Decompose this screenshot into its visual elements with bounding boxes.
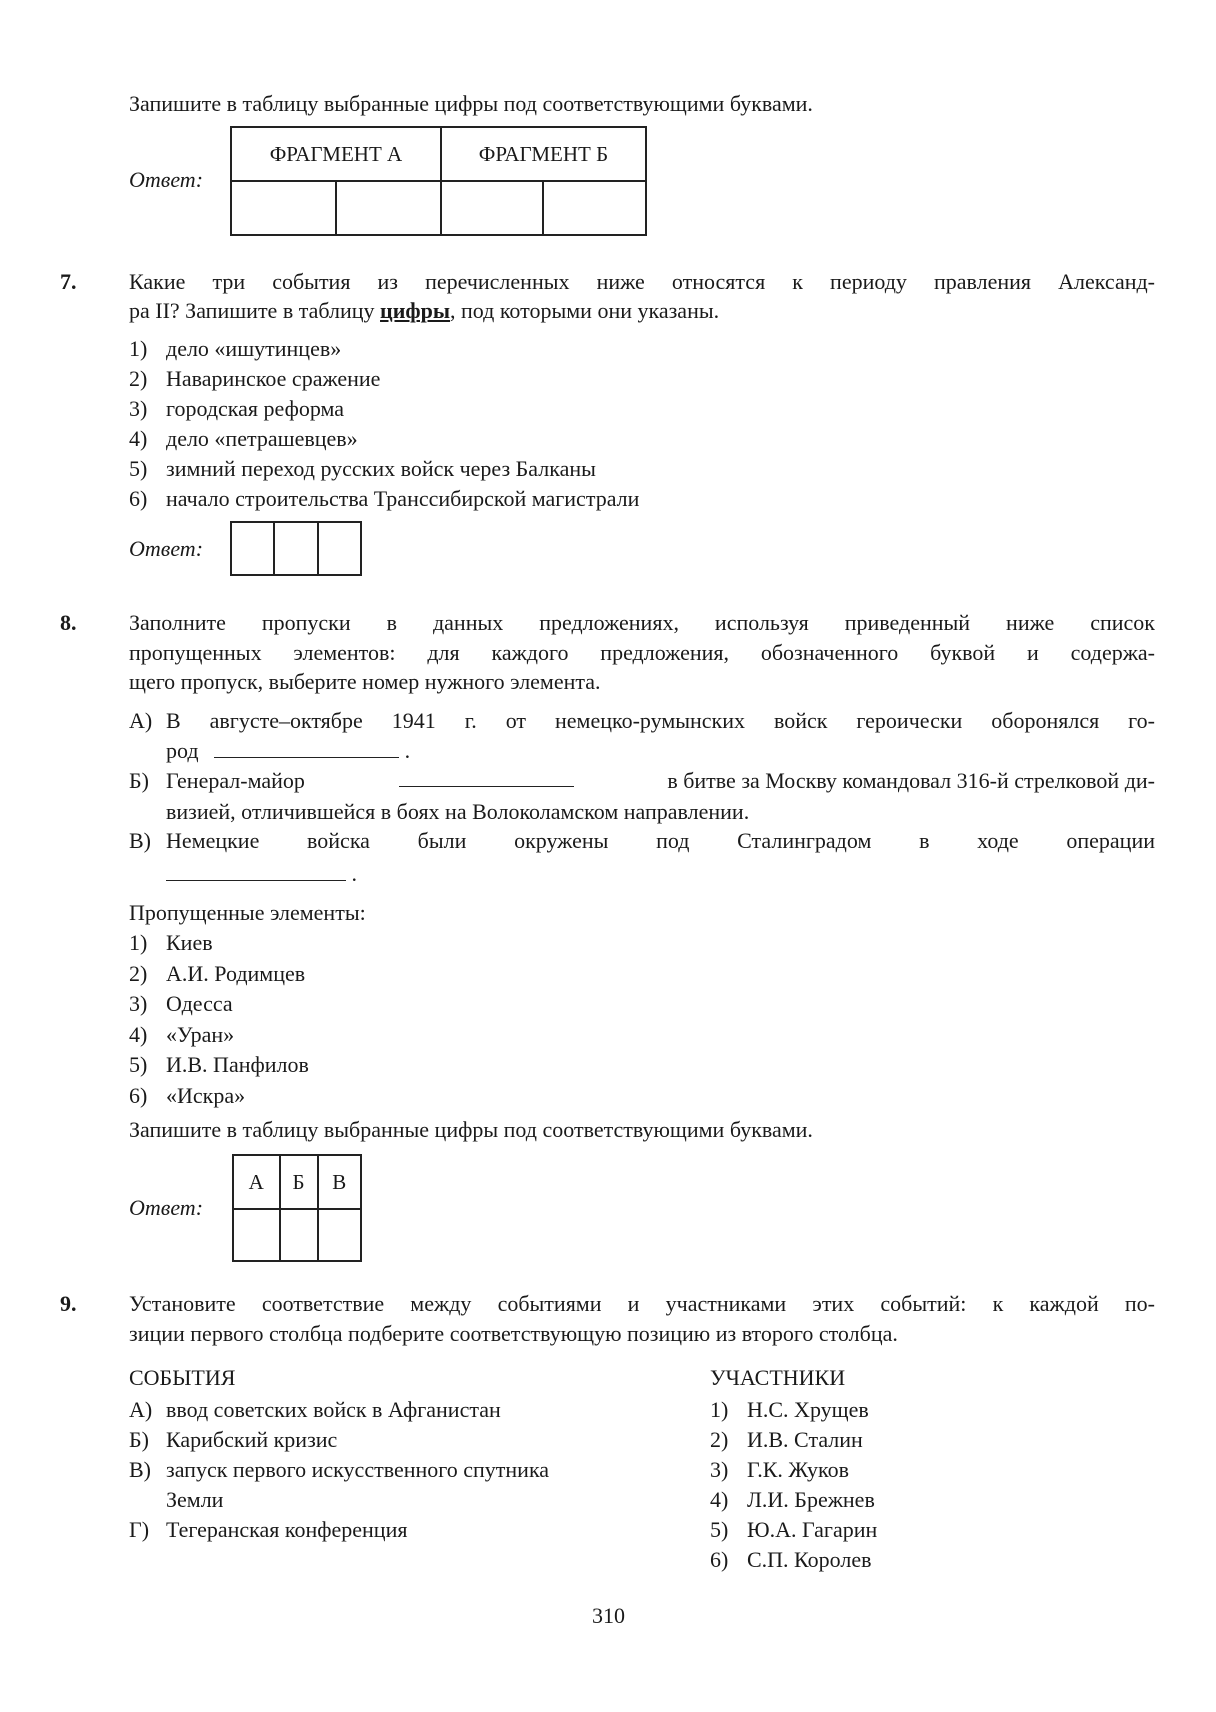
sentence-label-a: А) (129, 708, 153, 733)
element-item (129, 1083, 245, 1109)
item-number: 3) (129, 991, 148, 1016)
question-text: пропущенных элементов: для каждого предложения, обозначенного буквой и содержа- (129, 640, 1155, 665)
item-number: Б) (129, 1427, 149, 1452)
sentence-b (166, 768, 1155, 794)
item-number: 6) (129, 1082, 148, 1108)
item-text: Киев (166, 930, 213, 955)
header-v: В (318, 1155, 361, 1209)
item-text: И.В. Сталин (747, 1427, 863, 1452)
question-text: Установите соответствие между событиями и участниками этих событий: к каждой по- (129, 1291, 1155, 1316)
option-item (129, 456, 596, 482)
text: Генерал-майор (166, 768, 305, 793)
item-text: Наваринское сражение (166, 366, 381, 391)
text: род (166, 738, 199, 763)
element-item (129, 961, 305, 987)
answer-cell[interactable] (336, 181, 441, 235)
elements-title: Пропущенные элементы: (129, 900, 366, 925)
option-item (129, 426, 358, 452)
item-text: Ю.А. Гагарин (747, 1517, 878, 1542)
item-number: 3) (129, 396, 148, 421)
option-item (129, 336, 341, 362)
question-text-line2 (129, 298, 719, 324)
item-number: В) (129, 1457, 151, 1482)
item-text: С.П. Королев (747, 1547, 872, 1572)
text: в битве за Москву командовал 316-й стрелковой ди- (667, 768, 1155, 793)
question-text: Заполните пропуски в данных предложениях, используя приведенный ниже список (129, 610, 1155, 635)
blank-v[interactable] (166, 862, 346, 881)
item-number: 3) (710, 1457, 729, 1482)
item-number: 1) (129, 930, 148, 955)
instruction-text: Запишите в таблицу выбранные цифры под соответствующими буквами. (129, 1117, 813, 1142)
answer-label: Ответ: (129, 536, 204, 561)
item-text: Карибский кризис (166, 1427, 338, 1452)
answer-label: Ответ: (129, 1195, 204, 1220)
event-item (129, 1427, 337, 1453)
element-item (129, 1022, 234, 1048)
answer-cell[interactable] (280, 1209, 318, 1261)
sentence-a-line2: род . (166, 738, 411, 763)
item-text: Л.И. Брежнев (747, 1487, 875, 1512)
participant-item (710, 1547, 871, 1573)
sentence-a: В августе–октябре 1941 г. от немецко-румынских войск героически оборонялся го- (166, 708, 1155, 733)
sentence-label-v: В) (129, 828, 151, 853)
item-text: зимний переход русских войск через Балканы (166, 456, 596, 481)
question-number: 8. (60, 610, 77, 635)
answer-cell[interactable] (233, 1209, 280, 1261)
blank-b[interactable] (399, 768, 574, 787)
item-number: 2) (129, 366, 148, 391)
item-text: дело «петрашевцев» (166, 426, 358, 451)
item-text: Тегеранская конференция (166, 1517, 408, 1542)
answer-cell[interactable] (318, 1209, 361, 1261)
item-number: 2) (129, 960, 148, 986)
element-item (129, 991, 233, 1017)
instruction-text: Запишите в таблицу выбранные цифры под соответствующими буквами. (129, 91, 813, 116)
sentence-v-line2: . (166, 861, 357, 887)
item-text: городская реформа (166, 396, 345, 421)
sentence-b-line2: визией, отличившейся в боях на Волоколамском направлении. (166, 799, 750, 824)
event-item (129, 1487, 223, 1513)
item-text: начало строительства Транссибирской магистрали (166, 486, 640, 511)
header-b: Б (280, 1155, 318, 1209)
item-text: Одесса (166, 991, 233, 1016)
question-number: 7. (60, 269, 77, 294)
event-item (129, 1457, 549, 1483)
event-item (129, 1397, 501, 1423)
item-text: А.И. Родимцев (166, 960, 306, 986)
item-number: 4) (129, 1021, 148, 1047)
blank-a[interactable] (214, 739, 399, 758)
option-item (129, 396, 344, 422)
answer-cell[interactable] (231, 522, 274, 575)
item-number: 1) (129, 336, 148, 361)
participant-item (710, 1487, 875, 1513)
item-text: Г.К. Жуков (747, 1457, 850, 1482)
answer-table-q7 (230, 521, 362, 576)
item-number: 4) (129, 426, 148, 451)
item-number: 4) (710, 1487, 729, 1512)
item-number: 5) (129, 456, 148, 481)
item-number: 1) (710, 1397, 729, 1422)
answer-table-fragments (230, 126, 647, 236)
question-number: 9. (60, 1291, 77, 1316)
item-text: «Уран» (166, 1021, 235, 1047)
sentence-label-b: Б) (129, 768, 149, 793)
item-number: 6) (129, 486, 148, 511)
answer-cell[interactable] (231, 181, 336, 235)
emphasis: цифры (380, 298, 451, 323)
item-number: А) (129, 1397, 153, 1422)
answer-label: Ответ: (129, 167, 204, 192)
question-text: щего пропуск, выберите номер нужного элемента. (129, 669, 601, 694)
item-number: Г) (129, 1517, 150, 1542)
participant-item (710, 1457, 849, 1483)
answer-cell[interactable] (318, 522, 361, 575)
item-number: 5) (129, 1052, 148, 1077)
item-text: И.В. Панфилов (166, 1052, 309, 1077)
event-item (129, 1517, 407, 1543)
item-number: 6) (710, 1547, 729, 1572)
text: , под которыми они указаны. (450, 298, 720, 323)
header-fragment-b: ФРАГМЕНТ Б (441, 127, 646, 181)
item-number: 5) (710, 1517, 729, 1542)
sentence-v: Немецкие войска были окружены под Сталинградом в ходе операции (166, 828, 1155, 853)
header-a: А (233, 1155, 280, 1209)
participant-item (710, 1397, 869, 1423)
answer-cell[interactable] (543, 181, 646, 235)
option-item (129, 366, 380, 392)
participants-title: УЧАСТНИКИ (710, 1365, 846, 1390)
page-number: 310 (592, 1603, 625, 1628)
item-text: дело «ишутинцев» (166, 336, 342, 361)
item-text: Земли (166, 1487, 224, 1512)
answer-cell[interactable] (441, 181, 544, 235)
events-title: СОБЫТИЯ (129, 1365, 236, 1390)
element-item (129, 1052, 309, 1078)
item-text: запуск первого искусственного спутника (166, 1457, 550, 1482)
text: ра II? Запишите в таблицу (129, 298, 381, 323)
header-fragment-a: ФРАГМЕНТ А (231, 127, 441, 181)
item-text: «Искра» (166, 1082, 246, 1108)
item-text: ввод советских войск в Афганистан (166, 1397, 501, 1422)
option-item (129, 486, 639, 512)
question-text: зиции первого столбца подберите соответствующую позицию из второго столбца. (129, 1321, 898, 1346)
item-text: Н.С. Хрущев (747, 1397, 869, 1422)
question-text: Какие три события из перечисленных ниже относятся к периоду правления Александ- (129, 269, 1155, 294)
participant-item (710, 1517, 877, 1543)
element-item (129, 930, 213, 956)
participant-item (710, 1427, 863, 1453)
item-number: 2) (710, 1427, 729, 1452)
answer-table-q8 (232, 1154, 362, 1262)
answer-cell[interactable] (274, 522, 317, 575)
